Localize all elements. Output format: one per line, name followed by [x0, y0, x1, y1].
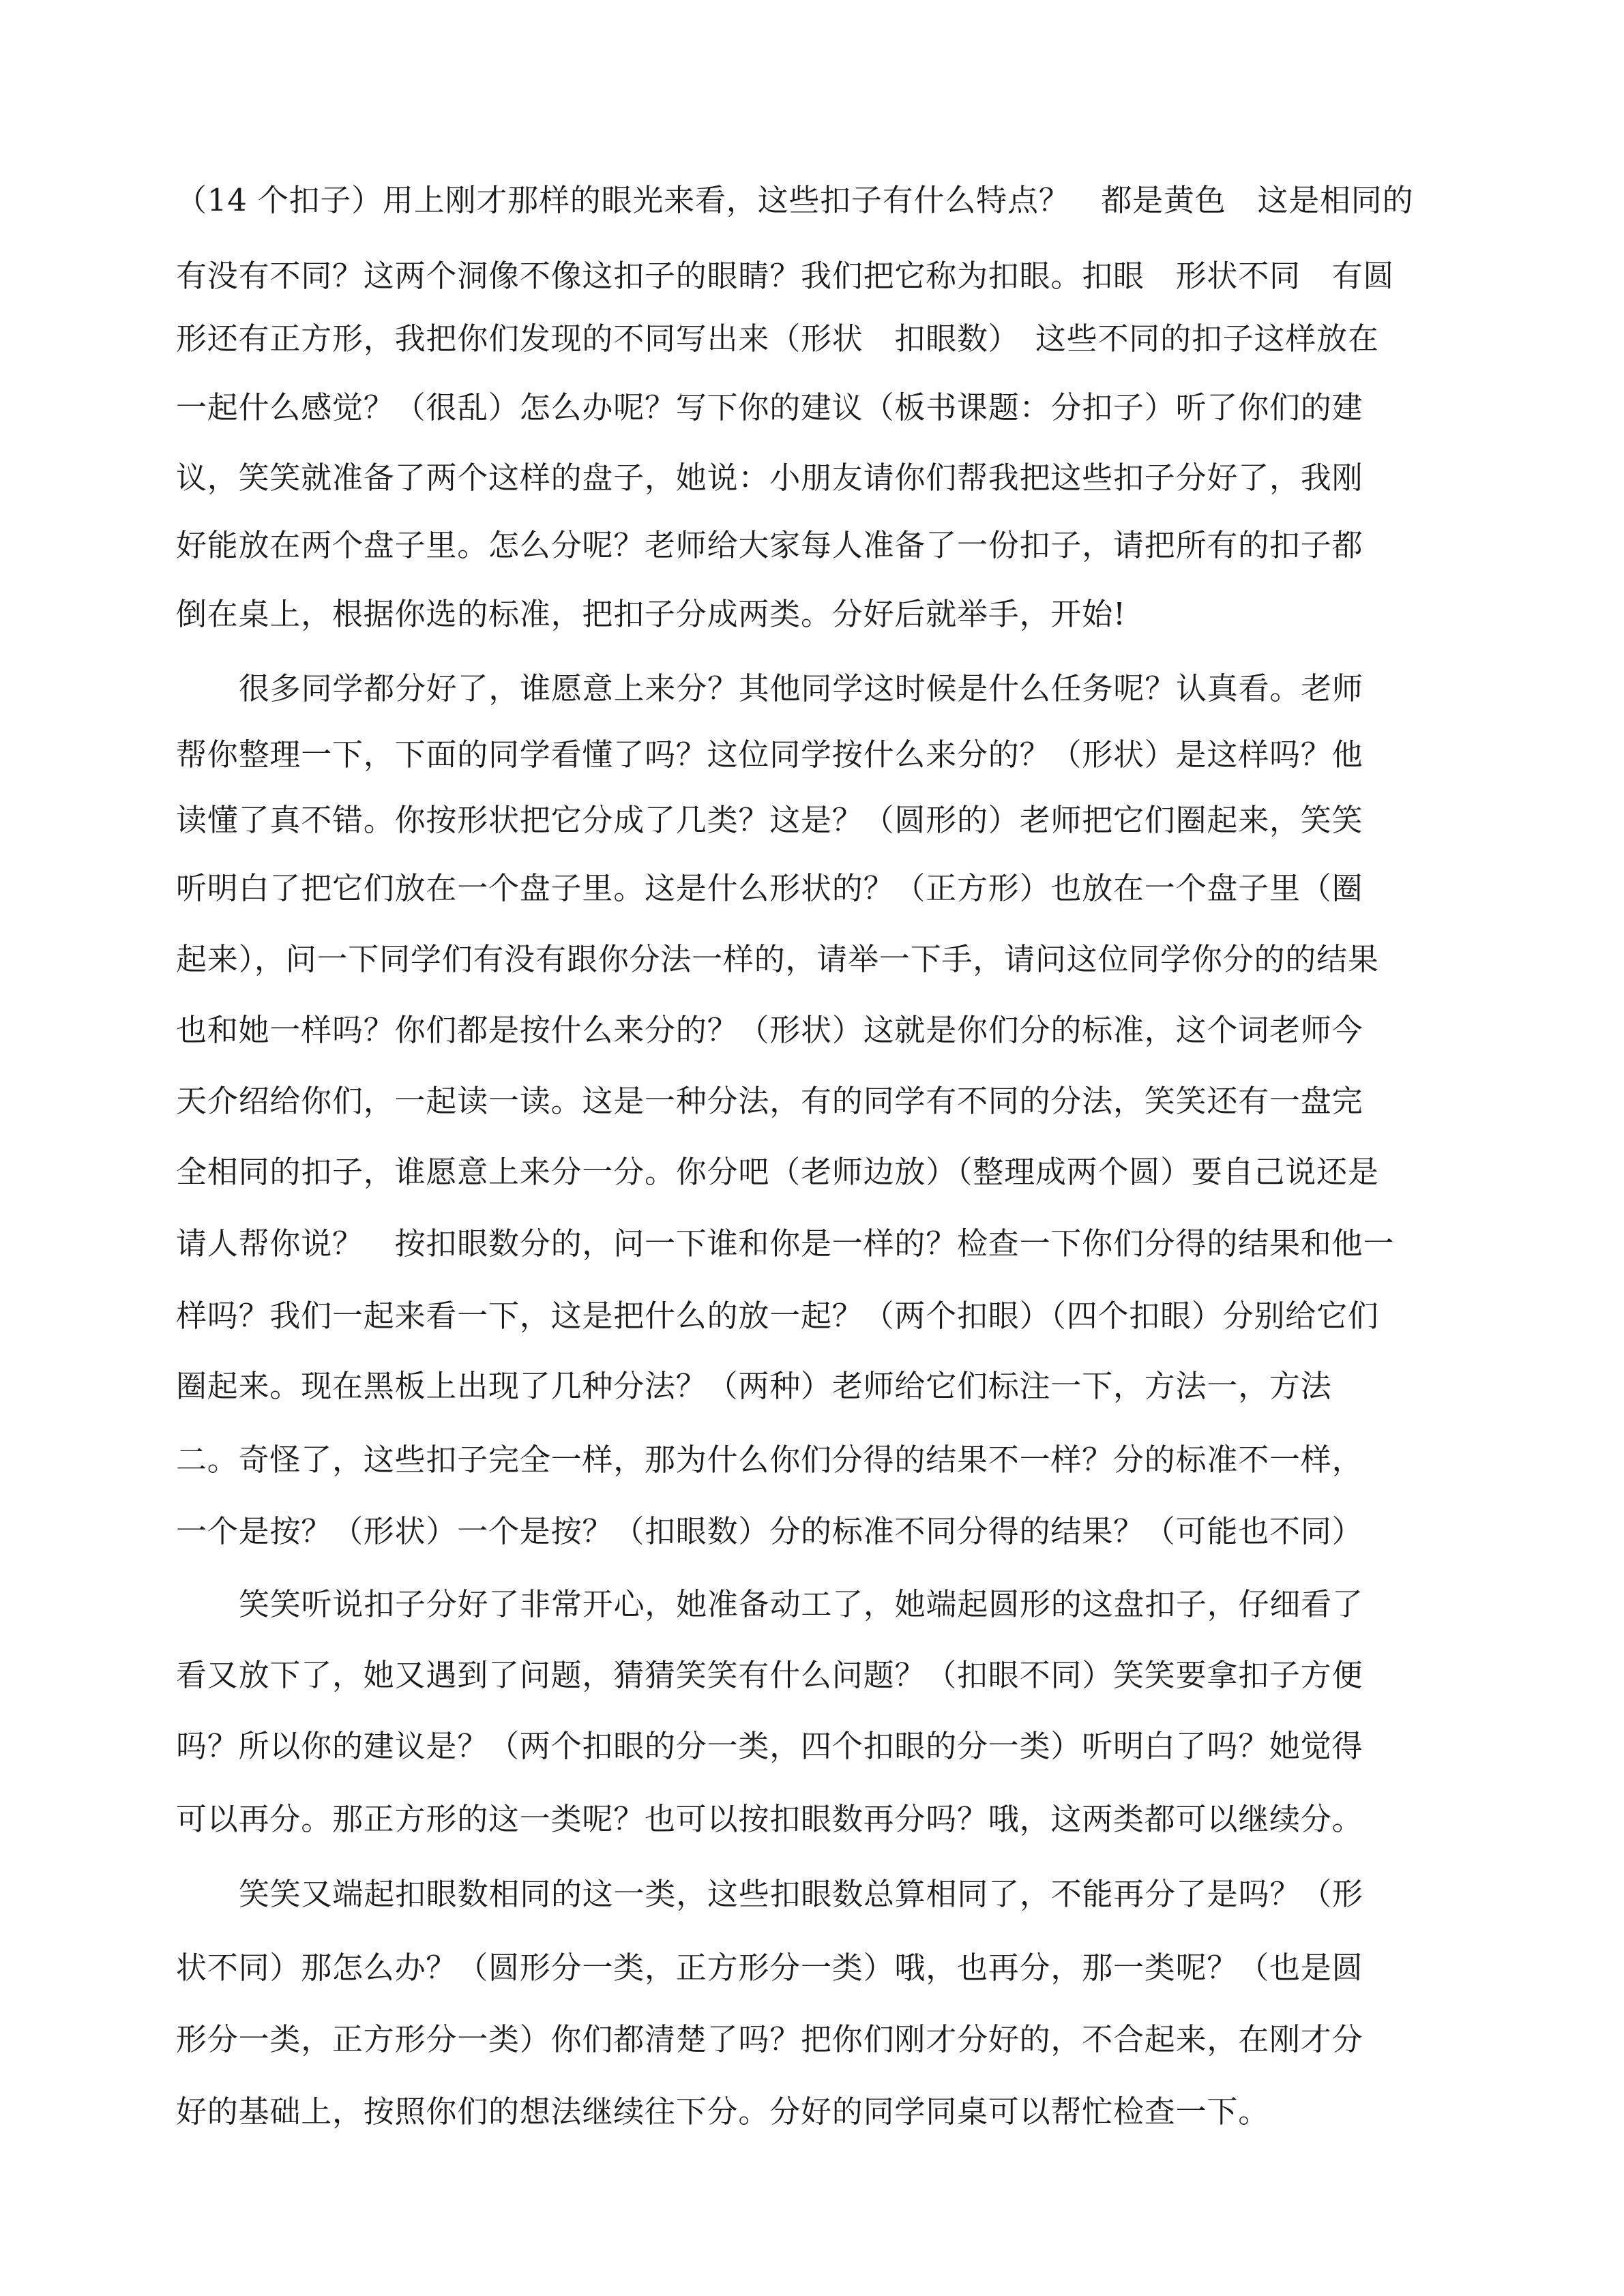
paragraph-2-line-5: 起来），问一下同学们有没有跟你分法一样的，请举一下手，请问这位同学你分的的结果	[176, 941, 1379, 977]
paragraph-3-line-3: 吗？所以你的建议是？（两个扣眼的分一类，四个扣眼的分一类）听明白了吗？她觉得	[176, 1728, 1363, 1764]
paragraph-2-line-1: 很多同学都分好了，谁愿意上来分？其他同学这时候是什么任务呢？认真看。老师	[239, 670, 1363, 706]
paragraph-2-line-11: 圈起来。现在黑板上出现了几种分法？（两种）老师给它们标注一下，方法一，方法	[176, 1368, 1332, 1404]
paragraph-2-line-4: 听明白了把它们放在一个盘子里。这是什么形状的？（正方形）也放在一个盘子里（圈	[176, 870, 1363, 906]
paragraph-2-line-6: 也和她一样吗？你们都是按什么来分的？（形状）这就是你们分的标准，这个词老师今	[176, 1012, 1363, 1048]
paragraph-2-line-13: 一个是按？（形状）一个是按？（扣眼数）分的标准不同分得的结果？（可能也不同）	[176, 1513, 1363, 1549]
paragraph-2-line-7: 天介绍给你们，一起读一读。这是一种分法，有的同学有不同的分法，笑笑还有一盘完	[176, 1083, 1363, 1119]
paragraph-2-line-3: 读懂了真不错。你按形状把它分成了几类？这是？（圆形的）老师把它们圈起来，笑笑	[176, 802, 1363, 838]
paragraph-2-line-12: 二。奇怪了，这些扣子完全一样，那为什么你们分得的结果不一样？分的标准不一样，	[176, 1442, 1363, 1478]
paragraph-1-line-3: 形还有正方形，我把你们发现的不同写出来（形状 扣眼数） 这些不同的扣子这样放在	[176, 320, 1379, 357]
paragraph-1-line-7: 倒在桌上，根据你选的标准，把扣子分成两类。分好后就举手，开始!	[176, 596, 1126, 632]
paragraph-2-line-8: 全相同的扣子，谁愿意上来分一分。你分吧（老师边放）（整理成两个圆）要自己说还是	[176, 1154, 1379, 1190]
paragraph-4-line-1: 笑笑又端起扣眼数相同的这一类，这些扣眼数总算相同了，不能再分了是吗？（形	[239, 1876, 1363, 1912]
paragraph-1-line-6: 好能放在两个盘子里。怎么分呢？老师给大家每人准备了一份扣子，请把所有的扣子都	[176, 527, 1363, 563]
paragraph-1-line-4: 一起什么感觉？（很乱）怎么办呢？写下你的建议（板书课题：分扣子）听了你们的建	[176, 389, 1363, 426]
paragraph-4-line-4: 好的基础上，按照你们的想法继续往下分。分好的同学同桌可以帮忙检查一下。	[176, 2093, 1270, 2130]
paragraph-4-line-2: 状不同）那怎么办？（圆形分一类，正方形分一类）哦，也再分，那一类呢？（也是圆	[176, 1950, 1363, 1986]
paragraph-3-line-4: 可以再分。那正方形的这一类呢？也可以按扣眼数再分吗？哦，这两类都可以继续分。	[176, 1801, 1363, 1837]
paragraph-2-line-2: 帮你整理一下，下面的同学看懂了吗？这位同学按什么来分的？（形状）是这样吗？他	[176, 736, 1363, 773]
paragraph-3-line-1: 笑笑听说扣子分好了非常开心，她准备动工了，她端起圆形的这盘扣子，仔细看了	[239, 1586, 1363, 1622]
paragraph-1-line-2: 有没有不同？这两个洞像不像这扣子的眼睛？我们把它称为扣眼。扣眼 形状不同 有圆	[176, 258, 1395, 294]
paragraph-3-line-2: 看又放下了，她又遇到了问题，猜猜笑笑有什么问题？（扣眼不同）笑笑要拿扣子方便	[176, 1657, 1363, 1693]
paragraph-1-line-5: 议，笑笑就准备了两个这样的盘子，她说：小朋友请你们帮我把这些扣子分好了，我刚	[176, 460, 1363, 496]
paragraph-2-line-10: 样吗？我们一起来看一下，这是把什么的放一起？（两个扣眼）（四个扣眼）分别给它们	[176, 1298, 1379, 1334]
paragraph-4-line-3: 形分一类，正方形分一类）你们都清楚了吗？把你们刚才分好的，不合起来，在刚才分	[176, 2021, 1363, 2057]
paragraph-1-line-1: （14 个扣子）用上刚才那样的眼光来看，这些扣子有什么特点？ 都是黄色 这是相同的	[176, 182, 1414, 218]
paragraph-2-line-9: 请人帮你说？ 按扣眼数分的，问一下谁和你是一样的？检查一下你们分得的结果和他一	[176, 1225, 1395, 1262]
